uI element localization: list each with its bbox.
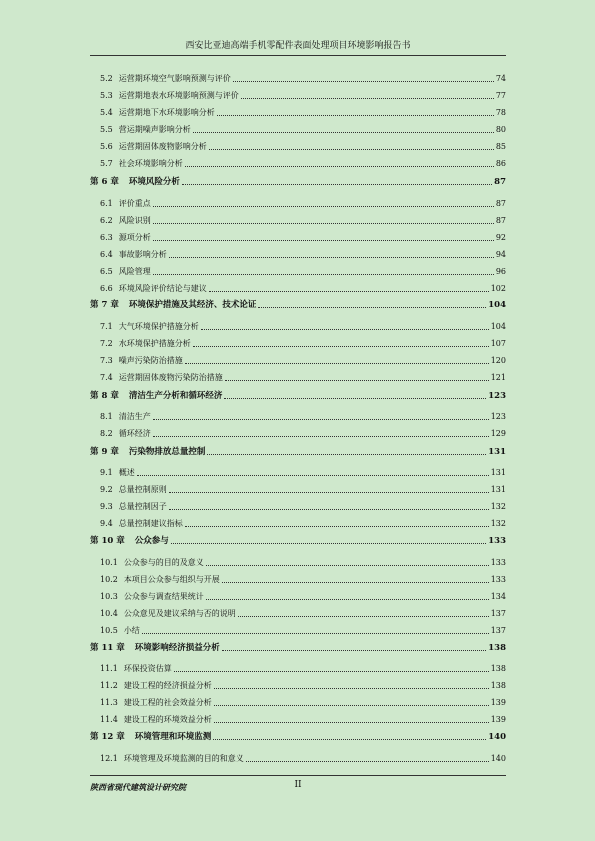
toc-entry-number: 10.4 (100, 609, 118, 618)
toc-section-entry[interactable] (90, 123, 506, 135)
toc-section-entry[interactable] (90, 214, 506, 226)
toc-entry-number: 11.4 (100, 715, 118, 724)
toc-entry-title: 循环经济 (118, 429, 151, 438)
toc-entry-page: 87 (494, 177, 506, 187)
toc-entry-page: 80 (495, 125, 506, 134)
toc-entry-page: 123 (490, 412, 506, 421)
toc-entry-page: 107 (490, 339, 506, 348)
toc-entry-number: 11.1 (100, 664, 118, 673)
toc-entry-title: 建设工程的环境效益分析 (123, 715, 212, 724)
toc-entry-title: 大气环境保护措施分析 (118, 322, 199, 331)
toc-section-entry[interactable] (90, 265, 506, 277)
toc-entry-page: 137 (490, 609, 506, 618)
toc-entry-title: 环境管理和环境监测 (134, 732, 212, 742)
toc-leader-dots (209, 290, 489, 292)
toc-section-entry[interactable] (90, 157, 506, 169)
toc-leader-dots (222, 581, 489, 583)
toc-entry-number: 11.2 (100, 681, 118, 690)
toc-leader-dots (185, 525, 489, 527)
toc-entry-title: 运营期固体废物影响分析 (118, 142, 207, 151)
toc-entry-number: 9.1 (100, 468, 113, 477)
toc-leader-dots (193, 345, 489, 347)
toc-entry-title: 小结 (123, 626, 140, 635)
toc-section-entry[interactable] (90, 713, 506, 725)
toc-chapter-entry[interactable] (90, 389, 506, 401)
toc-leader-dots (201, 328, 489, 330)
toc-entry-title: 源项分析 (118, 233, 151, 242)
toc-entry-page: 134 (490, 592, 506, 601)
toc-entry-title: 总量控制因子 (118, 502, 167, 511)
toc-section-entry[interactable] (90, 483, 506, 495)
toc-leader-dots (225, 379, 489, 381)
toc-leader-dots (153, 418, 489, 420)
toc-chapter-entry[interactable] (90, 730, 506, 742)
toc-section-entry[interactable] (90, 248, 506, 260)
toc-entry-title: 运营期环境空气影响预测与评价 (118, 74, 231, 83)
toc-entry-page: 138 (490, 681, 506, 690)
toc-entry-number: 9.4 (100, 519, 113, 528)
toc-leader-dots (193, 131, 494, 133)
toc-entry-title: 公众参与调查结果统计 (123, 592, 204, 601)
toc-leader-dots (217, 114, 494, 116)
toc-entry-page: 87 (495, 216, 506, 225)
toc-leader-dots (153, 435, 489, 437)
toc-entry-number: 第 7 章 (90, 300, 119, 310)
toc-section-entry[interactable] (90, 197, 506, 209)
toc-entry-title: 环境风险分析 (128, 177, 180, 187)
footer-rule (90, 775, 506, 776)
toc-entry-number: 5.5 (100, 125, 113, 134)
toc-leader-dots (209, 148, 494, 150)
toc-entry-page: 123 (488, 391, 506, 401)
toc-entry-number: 6.4 (100, 250, 113, 259)
toc-entry-page: 85 (495, 142, 506, 151)
toc-leader-dots (222, 649, 486, 651)
toc-entry-number: 8.2 (100, 429, 113, 438)
toc-leader-dots (206, 564, 489, 566)
toc-chapter-entry[interactable] (90, 298, 506, 310)
toc-leader-dots (174, 670, 489, 672)
toc-leader-dots (142, 632, 489, 634)
toc-leader-dots (206, 598, 489, 600)
toc-leader-dots (238, 615, 489, 617)
toc-entry-page: 138 (488, 643, 506, 653)
toc-leader-dots (153, 273, 494, 275)
toc-entry-page: 133 (488, 536, 506, 546)
toc-entry-title: 清洁生产分析和循环经济 (128, 391, 223, 401)
toc-section-entry[interactable] (90, 106, 506, 118)
toc-entry-title: 环保投资估算 (123, 664, 172, 673)
toc-entry-title: 建设工程的经济损益分析 (123, 681, 212, 690)
toc-entry-page: 104 (488, 300, 506, 310)
toc-entry-title: 污染物排放总量控制 (128, 447, 206, 457)
toc-entry-page: 132 (490, 502, 506, 511)
toc-leader-dots (169, 491, 489, 493)
toc-entry-title: 本项目公众参与组织与开展 (123, 575, 220, 584)
toc-entry-number: 第 8 章 (90, 391, 119, 401)
toc-entry-page: 94 (495, 250, 506, 259)
toc-entry-number: 10.1 (100, 558, 118, 567)
toc-entry-number: 第 11 章 (90, 643, 125, 653)
toc-leader-dots (246, 760, 489, 762)
toc-entry-title: 概述 (118, 468, 135, 477)
toc-entry-title: 公众参与 (134, 536, 169, 546)
toc-leader-dots (182, 183, 492, 185)
toc-leader-dots (214, 721, 489, 723)
toc-entry-title: 运营期地表水环境影响预测与评价 (118, 91, 239, 100)
toc-entry-number: 7.4 (100, 373, 113, 382)
footer-page-number: II (294, 780, 302, 790)
toc-entry-title: 环境风险评价结论与建议 (118, 284, 207, 293)
toc-chapter-entry[interactable] (90, 445, 506, 457)
toc-entry-page: 140 (488, 732, 506, 742)
toc-entry-number: 12.1 (100, 754, 118, 763)
toc-section-entry[interactable] (90, 371, 506, 383)
toc-entry-page: 102 (490, 284, 506, 293)
toc-entry-number: 10.3 (100, 592, 118, 601)
toc-entry-page: 77 (495, 91, 506, 100)
footer-organization: 陕西省现代建筑设计研究院 (90, 782, 186, 792)
toc-section-entry[interactable] (90, 231, 506, 243)
toc-section-entry[interactable] (90, 573, 506, 585)
toc-leader-dots (153, 205, 494, 207)
toc-section-entry[interactable] (90, 556, 506, 568)
toc-entry-title: 运营期固体废物污染防治措施 (118, 373, 223, 382)
toc-chapter-entry[interactable] (90, 641, 506, 653)
toc-section-entry[interactable] (90, 427, 506, 439)
toc-entry-page: 137 (490, 626, 506, 635)
toc-section-entry[interactable] (90, 500, 506, 512)
toc-entry-title: 风险识别 (118, 216, 151, 225)
toc-section-entry[interactable] (90, 607, 506, 619)
toc-section-entry[interactable] (90, 354, 506, 366)
toc-entry-page: 138 (490, 664, 506, 673)
toc-chapter-entry[interactable] (90, 534, 506, 546)
toc-entry-page: 131 (490, 485, 506, 494)
toc-leader-dots (185, 362, 489, 364)
toc-entry-title: 水环境保护措施分析 (118, 339, 191, 348)
toc-entry-title: 总量控制建议指标 (118, 519, 183, 528)
toc-leader-dots (241, 97, 494, 99)
toc-entry-number: 9.3 (100, 502, 113, 511)
toc-section-entry[interactable] (90, 662, 506, 674)
toc-chapter-entry[interactable] (90, 175, 506, 187)
toc-entry-number: 8.1 (100, 412, 113, 421)
toc-entry-page: 87 (495, 199, 506, 208)
toc-leader-dots (153, 239, 494, 241)
toc-entry-number: 第 9 章 (90, 447, 119, 457)
toc-entry-number: 6.5 (100, 267, 113, 276)
toc-section-entry[interactable] (90, 320, 506, 332)
toc-entry-number: 5.7 (100, 159, 113, 168)
toc-section-entry[interactable] (90, 140, 506, 152)
toc-entry-page: 129 (490, 429, 506, 438)
toc-entry-page: 131 (488, 447, 506, 457)
toc-entry-number: 6.6 (100, 284, 113, 293)
toc-leader-dots (207, 453, 486, 455)
toc-entry-number: 10.5 (100, 626, 118, 635)
toc-entry-title: 评价重点 (118, 199, 151, 208)
toc-entry-number: 7.3 (100, 356, 113, 365)
running-header: 西安比亚迪高端手机零配件表面处理项目环境影响报告书 (185, 41, 411, 51)
toc-leader-dots (224, 397, 486, 399)
toc-entry-title: 事故影响分析 (118, 250, 167, 259)
toc-leader-dots (213, 738, 486, 740)
toc-entry-page: 96 (495, 267, 506, 276)
toc-leader-dots (214, 704, 489, 706)
toc-entry-page: 86 (495, 159, 506, 168)
toc-entry-number: 第 6 章 (90, 177, 119, 187)
toc-section-entry[interactable] (90, 337, 506, 349)
toc-entry-number: 7.1 (100, 322, 113, 331)
toc-section-entry[interactable] (90, 590, 506, 602)
toc-entry-title: 公众意见及建议采纳与否的说明 (123, 609, 236, 618)
toc-entry-title: 风险管理 (118, 267, 151, 276)
toc-entry-title: 清洁生产 (118, 412, 151, 421)
toc-section-entry[interactable] (90, 679, 506, 691)
toc-leader-dots (137, 474, 489, 476)
toc-entry-number: 9.2 (100, 485, 113, 494)
toc-entry-number: 11.3 (100, 698, 118, 707)
toc-entry-page: 131 (490, 468, 506, 477)
toc-entry-page: 139 (490, 715, 506, 724)
toc-leader-dots (185, 165, 494, 167)
toc-entry-number: 6.1 (100, 199, 113, 208)
toc-entry-number: 7.2 (100, 339, 113, 348)
toc-leader-dots (169, 508, 489, 510)
toc-entry-page: 132 (490, 519, 506, 528)
toc-section-entry[interactable] (90, 410, 506, 422)
toc-entry-title: 建设工程的社会效益分析 (123, 698, 212, 707)
toc-entry-page: 139 (490, 698, 506, 707)
toc-entry-page: 120 (490, 356, 506, 365)
toc-entry-page: 74 (495, 74, 506, 83)
toc-entry-title: 营运期噪声影响分析 (118, 125, 191, 134)
toc-entry-title: 噪声污染防治措施 (118, 356, 183, 365)
toc-leader-dots (214, 687, 489, 689)
toc-leader-dots (258, 306, 486, 308)
toc-section-entry[interactable] (90, 72, 506, 84)
toc-entry-title: 社会环境影响分析 (118, 159, 183, 168)
toc-leader-dots (169, 256, 494, 258)
toc-entry-title: 环境影响经济损益分析 (134, 643, 220, 653)
toc-entry-number: 10.2 (100, 575, 118, 584)
toc-entry-title: 总量控制原则 (118, 485, 167, 494)
toc-entry-title: 公众参与的目的及意义 (123, 558, 204, 567)
toc-entry-title: 环境管理及环境监测的目的和意义 (123, 754, 244, 763)
toc-entry-page: 140 (490, 754, 506, 763)
toc-section-entry[interactable] (90, 466, 506, 478)
toc-entry-page: 121 (490, 373, 506, 382)
toc-entry-number: 6.2 (100, 216, 113, 225)
toc-entry-page: 133 (490, 558, 506, 567)
toc-entry-number: 第 10 章 (90, 536, 125, 546)
toc-entry-number: 第 12 章 (90, 732, 125, 742)
toc-entry-page: 92 (495, 233, 506, 242)
toc-section-entry[interactable] (90, 752, 506, 764)
toc-section-entry[interactable] (90, 517, 506, 529)
header-rule (90, 55, 506, 56)
toc-entry-page: 133 (490, 575, 506, 584)
toc-entry-title: 运营期地下水环境影响分析 (118, 108, 215, 117)
toc-leader-dots (153, 222, 494, 224)
toc-section-entry[interactable] (90, 89, 506, 101)
toc-entry-page: 78 (495, 108, 506, 117)
toc-entry-number: 5.4 (100, 108, 113, 117)
toc-entry-title: 环境保护措施及其经济、技术论证 (128, 300, 257, 310)
toc-section-entry[interactable] (90, 624, 506, 636)
toc-leader-dots (233, 80, 494, 82)
toc-leader-dots (171, 542, 486, 544)
toc-entry-number: 6.3 (100, 233, 113, 242)
toc-entry-page: 104 (490, 322, 506, 331)
toc-entry-number: 5.6 (100, 142, 113, 151)
toc-entry-number: 5.3 (100, 91, 113, 100)
toc-section-entry[interactable] (90, 282, 506, 294)
toc-entry-number: 5.2 (100, 74, 113, 83)
toc-section-entry[interactable] (90, 696, 506, 708)
